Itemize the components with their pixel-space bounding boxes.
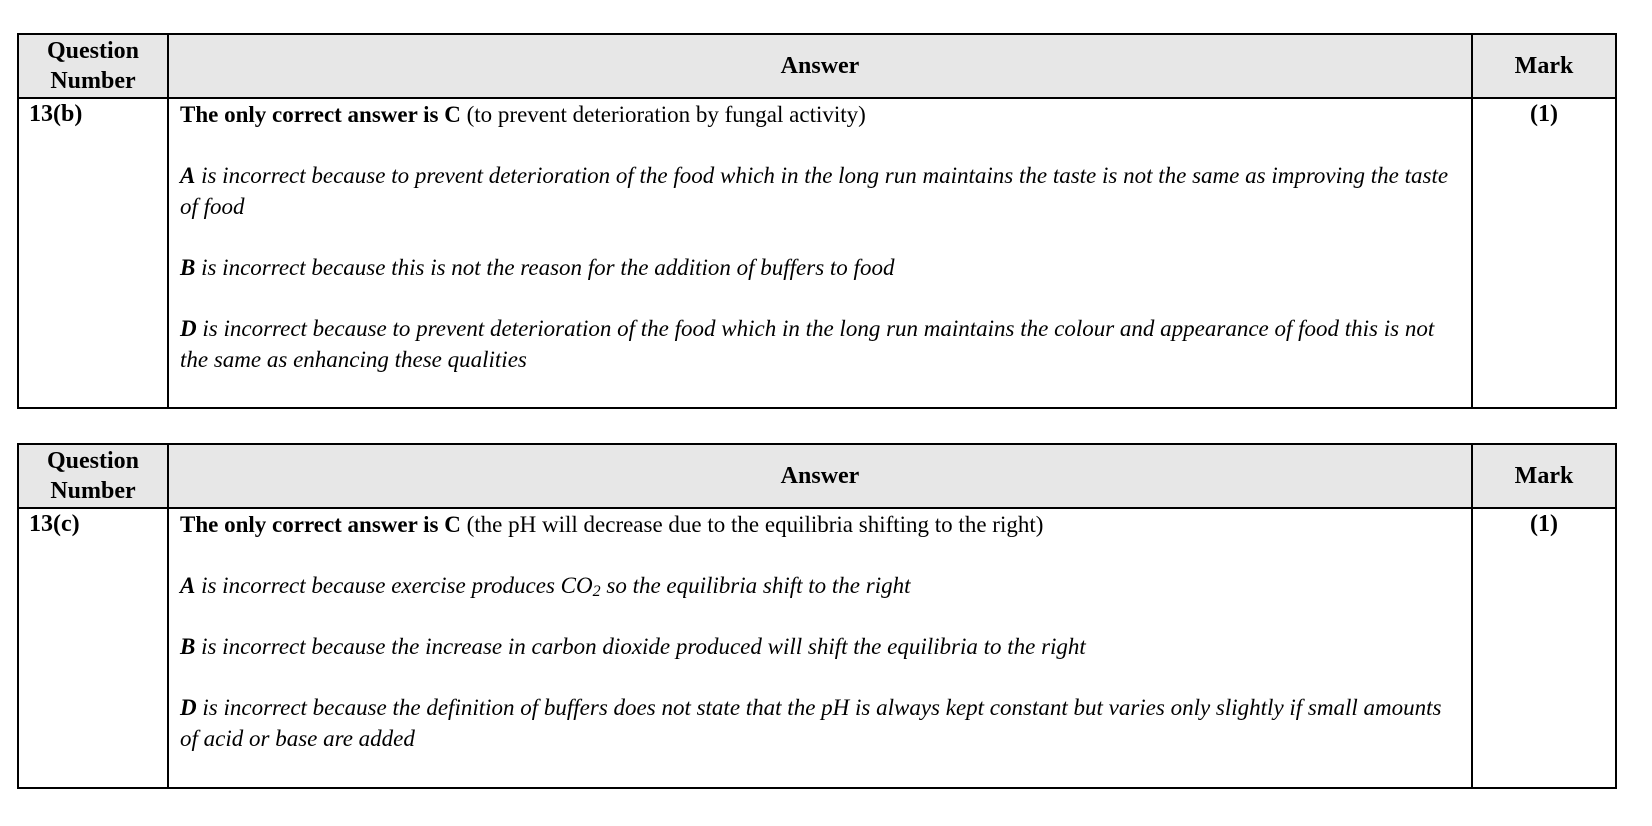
explanation-d	[180, 692, 1461, 754]
explanation-a	[180, 160, 1461, 222]
explanation-text: so the equilibria shift to the right	[606, 573, 911, 598]
mark-header: Mark	[1472, 444, 1616, 508]
correct-answer-detail: (the pH will decrease due to the equilibria shifting to the right)	[466, 512, 1044, 537]
explanation-b	[180, 252, 1461, 283]
question-number: 13(c)	[18, 508, 168, 788]
correct-answer-prefix: The only correct answer is C	[180, 102, 461, 127]
correct-answer-line	[180, 99, 1461, 130]
explanation-b	[180, 631, 1461, 662]
correct-answer-detail: (to prevent deterioration by fungal activity)	[466, 102, 866, 127]
question-number: 13(b)	[18, 98, 168, 408]
answer-cell	[168, 508, 1472, 788]
answer-cell	[168, 98, 1472, 408]
option-letter: A	[180, 163, 196, 188]
table-row	[18, 508, 1616, 788]
option-letter: D	[180, 695, 197, 720]
table-row	[18, 98, 1616, 408]
option-letter: B	[180, 634, 196, 659]
table-header-row	[18, 444, 1616, 508]
correct-answer-line	[180, 509, 1461, 540]
option-letter: B	[180, 255, 196, 280]
mark-header: Mark	[1472, 34, 1616, 98]
mark-scheme-table-13b	[17, 33, 1617, 409]
question-number-header: Question Number	[18, 444, 168, 508]
correct-answer-prefix: The only correct answer is C	[180, 512, 461, 537]
option-letter: A	[180, 573, 196, 598]
subscript-2: 2	[592, 583, 601, 600]
explanation-text: is incorrect because exercise produces CO	[201, 573, 593, 598]
question-number-header: Question Number	[18, 34, 168, 98]
option-letter: D	[180, 316, 197, 341]
answer-header: Answer	[168, 444, 1472, 508]
explanation-text: is incorrect because to prevent deterioration of the food which in the long run maintains the colour and appearance of food this is not the same as enhancing these qualities	[180, 316, 1435, 372]
mark-value: (1)	[1472, 508, 1616, 788]
explanation-text: is incorrect because this is not the reason for the addition of buffers to food	[201, 255, 895, 280]
explanation-text: is incorrect because the definition of buffers does not state that the pH is always kept constant but varies only slightly if small amounts of acid or base are added	[180, 695, 1442, 751]
explanation-text: is incorrect because the increase in carbon dioxide produced will shift the equilibria to the right	[201, 634, 1086, 659]
mark-value: (1)	[1472, 98, 1616, 408]
explanation-text: is incorrect because to prevent deterioration of the food which in the long run maintains the taste is not the same as improving the taste of food	[180, 163, 1449, 219]
mark-scheme-table-13c	[17, 443, 1617, 789]
answer-header: Answer	[168, 34, 1472, 98]
table-header-row	[18, 34, 1616, 98]
explanation-a	[180, 570, 1461, 601]
explanation-d	[180, 313, 1461, 375]
